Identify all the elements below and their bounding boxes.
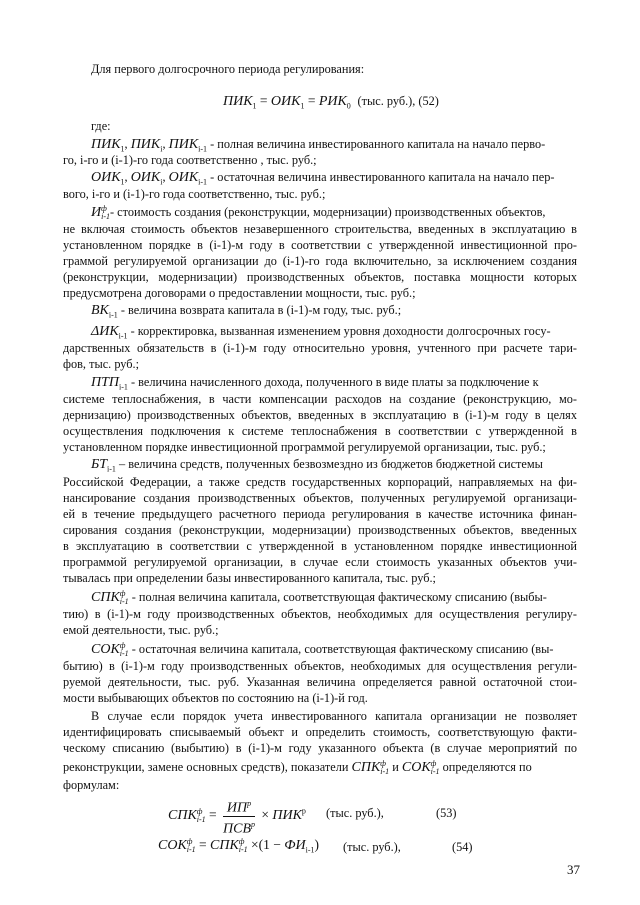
para-l2: идентифицировать списываемый объект и определить стоимость, соответствующую факти-: [63, 725, 577, 739]
def-pik: $ПИК_1$, $ПИК_i$, $ПИК_{i-1}$ - полная величина инвестированного капитала на начало перво-: [91, 137, 546, 154]
def-sok-l2: бытию) в (i-1)-м году производственных объектов, необходимых для осуществления регули-: [63, 659, 577, 673]
def-bt-l5: сирования создания (реконструкции, модернизации) производственных объектов, введенных: [63, 523, 577, 537]
def-vk: $ВК_{i-1}$ - величина возврата капитала в (i-1)-м году, тыс. руб.;: [91, 303, 402, 320]
formula-53-units: (тыс. руб.),: [326, 806, 384, 820]
def-ptp-l3: дернизацию) производственных объектов, введенных в эксплуатацию в (i-1)-м году в целях: [63, 408, 577, 422]
def-spk-text: - полная величина капитала, соответствующая фактическому списанию (выбы-: [131, 590, 547, 604]
def-bt-l4: ей в течение предыдущего расчетного периода регулирования в качестве источника финан-: [63, 507, 577, 521]
def-spk: СПКф i-1 - полная величина капитала, соответствующая фактическому списанию (выбы-: [91, 589, 547, 607]
para-l3: ческому списанию (выбытию) в (i-1)-м году указанного объекта (в случае мероприятий по: [63, 741, 577, 755]
def-spk-l3: емой деятельности, тыс. руб.;: [63, 623, 219, 637]
def-spk-l2: тию) в (i-1)-м году производственных объектов, необходимых для осуществления регулиру-: [63, 607, 577, 621]
formula-53-number: (53): [436, 806, 457, 820]
def-dik-l3: фов, тыс. руб.;: [63, 357, 140, 371]
def-bt-l8: тывалась при определении базы инвестированного капитала, тыс. руб.;: [63, 571, 436, 585]
def-bt: $БТ_{i-1}$ – величина средств, полученных безвозмездно из бюджетов бюджетной системы: [91, 457, 543, 474]
def-ptp-l4: осуществления подключения к системе теплоснабжения в соответствии с утвержденной в: [63, 424, 577, 438]
page-number: 37: [567, 862, 580, 877]
where-label: где:: [91, 119, 111, 133]
def-ip-l2: не включая стоимость объектов незавершенного строительства, введенных в эксплуатацию в: [63, 222, 577, 236]
def-bt-l6: в эксплуатацию в соответствии с утвержденной в установленном порядке инвестиционной: [63, 539, 577, 553]
formula-53: СПКф i-1 = $\frac{ИП^р}{ПСВ^р}$ × $ПИК^р$: [168, 796, 306, 836]
def-sok-l4: мости выбывающих объектов по состоянию на (i-1)-й год.: [63, 691, 368, 705]
def-pik-text: - полная величина инвестированного капитала на начало перво-: [210, 137, 546, 151]
def-ptp: $ПТП_{i-1}$ - величина начисленного дохода, полученного в виде платы за подключение к: [91, 375, 539, 392]
para-l4-c: определяются по: [442, 760, 532, 774]
para-l4: реконструкции, замене основных средств), показатели СПКф i-1 и СОКф i-1 определяются по: [63, 759, 532, 777]
def-ptp-text: - величина начисленного дохода, полученного в виде платы за подключение к: [130, 375, 539, 389]
def-sok-l3: руемой деятельности, тыс. руб. Указанная величина определяется равной остаточной стои-: [63, 675, 577, 689]
def-ptp-l5: установленном порядке инвестиционной программой регулируемой организации, тыс. руб.;: [63, 440, 546, 454]
def-ip-l3: установленном порядке в (i-1)-м году в соответствии с утвержденной инвестиционной про-: [63, 238, 577, 252]
def-sok-text: - остаточная величина капитала, соответствующая фактическому списанию (вы-: [131, 642, 554, 656]
para-l4-b: и: [392, 760, 399, 774]
formula-53-fraction: $\frac{ИП^р}{ПСВ^р}$: [223, 796, 255, 836]
def-oik: $ОИК_1$, $ОИК_i$, $ОИК_{i-1}$ - остаточная величина инвестированного капитала на начало пер-: [91, 170, 555, 187]
def-ip-l4: граммой регулируемой организации до (i-1)-го года включительно, за исключением создания: [63, 254, 577, 268]
def-oik-cont: вого, i-го и (i-1)-го года соответственно, тыс. руб.;: [63, 187, 326, 201]
formula-52: $ПИК_1 = ОИК_1 = РИК_0$ (тыс. руб.), (52): [223, 93, 439, 111]
def-vk-text: - величина возврата капитала в (i-1)-м году, тыс. руб.;: [120, 303, 402, 317]
formula-54-units: (тыс. руб.),: [343, 840, 401, 854]
para-l5: формулам:: [63, 778, 120, 792]
def-bt-text: – величина средств, полученных безвозмездно из бюджетов бюджетной системы: [119, 457, 543, 471]
def-oik-text: - остаточная величина инвестированного капитала на начало пер-: [210, 170, 555, 184]
def-ip-text: - стоимость создания (реконструкции, модернизации) производственных объектов,: [110, 205, 546, 219]
def-dik: $\Delta ИК_{i-1}$ - корректировка, вызванная изменением уровня доходности долгосрочных госу-: [91, 324, 551, 341]
def-sok: СОКф i-1 - остаточная величина капитала, соответствующая фактическому списанию (вы-: [91, 641, 554, 659]
def-bt-l3: нансирование создания производственных объектов, полученных регулируемой организаци-: [63, 491, 577, 505]
def-pik-cont: го, i-го и (i-1)-го года соответственно , тыс. руб.;: [63, 153, 317, 167]
formula-54: СОКф i-1 = СПКф $i-1 \times(1 - ФИ_{i-1})$: [158, 836, 320, 855]
def-bt-l7: программой регулируемой организации, в случае если стоимость указанных объектов учи-: [63, 555, 577, 569]
def-ptp-l2: системе теплоснабжения, в части компенсации расходов на создание (реконструкцию, мо-: [63, 392, 577, 406]
formula-54-number: (54): [452, 840, 473, 854]
intro-text: Для первого долгосрочного периода регулирования:: [91, 62, 365, 76]
def-bt-l2: Российской Федерации, а также средств государственных корпораций, направляемых на фи-: [63, 475, 577, 489]
def-dik-text: - корректировка, вызванная изменением уровня доходности долгосрочных госу-: [130, 324, 551, 338]
para-l4-a: реконструкции, замене основных средств), показатели: [63, 760, 349, 774]
def-dik-l2: дарственных обязательств в (i-1)-м году относительно уровня, учтенного при расчете тари-: [63, 341, 577, 355]
def-ip: Иф i-1- стоимость создания (реконструкции, модернизации) производственных объектов,: [91, 204, 546, 222]
def-ip-l5: (реконструкции, модернизации) производственных объектов, поставка мощности которых: [63, 270, 577, 284]
def-ip-l6: предусмотрена договорами о предоставлении мощности, тыс. руб.;: [63, 286, 416, 300]
formula-52-label: (тыс. руб.), (52): [357, 94, 439, 108]
para-l1: В случае если порядок учета инвестированного капитала организации не позволяет: [91, 709, 577, 723]
